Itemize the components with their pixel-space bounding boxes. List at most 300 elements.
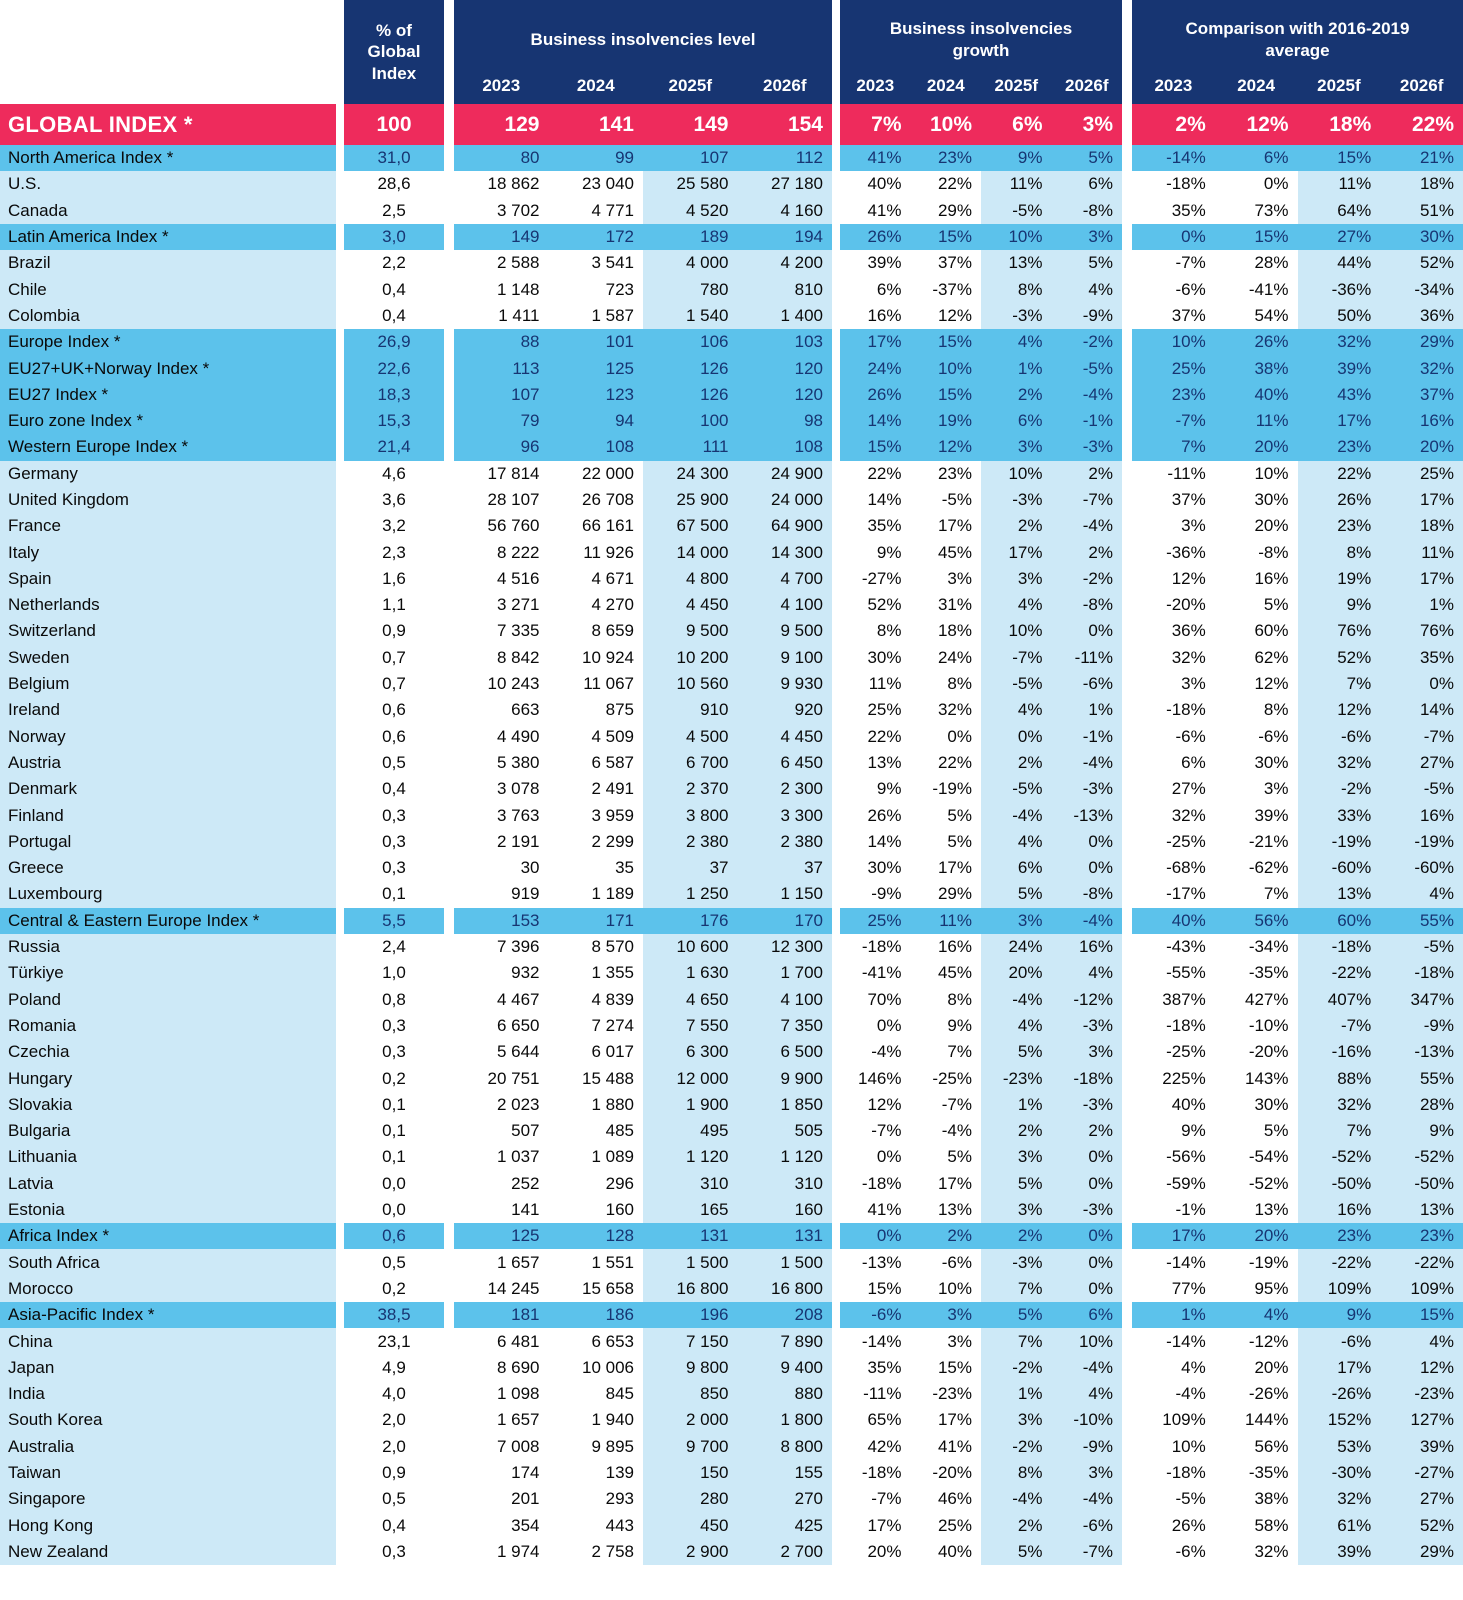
- cell-growth-2025f: 1%: [981, 1092, 1052, 1118]
- year-header: 2026f: [1065, 76, 1109, 95]
- cell-level-2026f: 24 900: [738, 461, 833, 487]
- column-gap: [444, 1407, 454, 1433]
- cell-comparison-2026f: 13%: [1380, 1197, 1463, 1223]
- cell-growth-2025f: 2%: [981, 1512, 1052, 1538]
- column-gap: [1122, 750, 1132, 776]
- table-row-brazil: [0, 250, 1463, 276]
- column-gap: [444, 618, 454, 644]
- cell-comparison-2023: -18%: [1132, 1460, 1215, 1486]
- cell-level-2025f: 150: [643, 1460, 738, 1486]
- table-row-morocco: [0, 1276, 1463, 1302]
- row-label: EU27 Index *: [0, 382, 336, 408]
- cell-level-2023: 4 490: [454, 724, 549, 750]
- column-gap: [832, 303, 840, 329]
- cell-level-2025f: 1 540: [643, 303, 738, 329]
- column-gap: [1122, 618, 1132, 644]
- column-gap: [336, 171, 344, 197]
- column-gap: [832, 1065, 840, 1091]
- column-gap: [444, 1223, 454, 1249]
- cell-level-2025f: 4 000: [643, 250, 738, 276]
- cell-level-2023: 149: [454, 224, 549, 250]
- cell-growth-2026f: 2%: [1052, 461, 1123, 487]
- column-gap: [336, 1434, 344, 1460]
- cell-level-2026f: 9 500: [738, 618, 833, 644]
- column-gap: [1122, 539, 1132, 565]
- column-gap: [1122, 224, 1132, 250]
- cell-comparison-2026f: 21%: [1380, 145, 1463, 171]
- column-gap: [444, 829, 454, 855]
- cell-level-2025f: 2 000: [643, 1407, 738, 1433]
- column-gap: [1122, 724, 1132, 750]
- column-gap: [336, 303, 344, 329]
- cell-growth-2026f: 2%: [1052, 539, 1123, 565]
- cell-pct-of-global-index: 0,7: [344, 645, 444, 671]
- cell-comparison-2025f: 15%: [1298, 145, 1381, 171]
- column-gap: [1122, 1013, 1132, 1039]
- column-gap: [1122, 802, 1132, 828]
- column-gap: [832, 539, 840, 565]
- column-header-pct-of-global-index: % of Global Index: [344, 0, 444, 104]
- row-label: Germany: [0, 461, 336, 487]
- column-gap: [1122, 461, 1132, 487]
- cell-level-2023: 10 243: [454, 671, 549, 697]
- cell-growth-2024: 5%: [911, 1144, 982, 1170]
- cell-level-2025f: 2 380: [643, 829, 738, 855]
- row-label: Spain: [0, 566, 336, 592]
- cell-pct-of-global-index: 22,6: [344, 355, 444, 381]
- column-gap: [1122, 1381, 1132, 1407]
- cell-level-2024: 485: [549, 1118, 644, 1144]
- column-gap: [444, 750, 454, 776]
- cell-level-2025f: 12 000: [643, 1065, 738, 1091]
- column-gap: [336, 1065, 344, 1091]
- cell-comparison-2023: -14%: [1132, 1328, 1215, 1354]
- column-gap: [336, 1302, 344, 1328]
- cell-growth-2025f: 1%: [981, 1381, 1052, 1407]
- cell-growth-2025f: 3%: [981, 566, 1052, 592]
- column-gap: [336, 960, 344, 986]
- cell-level-2024: 7 274: [549, 1013, 644, 1039]
- cell-level-2026f: 6 500: [738, 1039, 833, 1065]
- cell-growth-2024: 22%: [911, 171, 982, 197]
- cell-comparison-2026f: 29%: [1380, 329, 1463, 355]
- column-gap: [336, 513, 344, 539]
- cell-comparison-2023: -1%: [1132, 1197, 1215, 1223]
- column-gap: [336, 1407, 344, 1433]
- cell-comparison-2026f: -50%: [1380, 1171, 1463, 1197]
- column-gap: [336, 829, 344, 855]
- row-label: Canada: [0, 198, 336, 224]
- cell-growth-2024: 8%: [911, 671, 982, 697]
- cell-growth-2026f: 3%: [1052, 1039, 1123, 1065]
- cell-pct-of-global-index: 4,0: [344, 1381, 444, 1407]
- cell-level-2026f: 810: [738, 276, 833, 302]
- cell-comparison-2023: -68%: [1132, 855, 1215, 881]
- column-gap: [1122, 1434, 1132, 1460]
- cell-level-2023: 20 751: [454, 1065, 549, 1091]
- cell-level-2024: 4 270: [549, 592, 644, 618]
- cell-comparison-2023: 3%: [1132, 513, 1215, 539]
- table-row-estonia: [0, 1197, 1463, 1223]
- cell-growth-2026f: 0%: [1052, 829, 1123, 855]
- cell-pct-of-global-index: 0,7: [344, 671, 444, 697]
- cell-comparison-2023: 36%: [1132, 618, 1215, 644]
- cell-growth-2025f: -23%: [981, 1065, 1052, 1091]
- column-gap: [832, 960, 840, 986]
- cell-growth-2026f: -1%: [1052, 408, 1123, 434]
- cell-comparison-2023: 27%: [1132, 776, 1215, 802]
- cell-growth-2025f: -3%: [981, 487, 1052, 513]
- cell-comparison-2023: 2%: [1132, 104, 1215, 145]
- cell-level-2023: 663: [454, 697, 549, 723]
- cell-growth-2024: 40%: [911, 1539, 982, 1565]
- cell-comparison-2024: 4%: [1215, 1302, 1298, 1328]
- column-gap: [1122, 1276, 1132, 1302]
- cell-comparison-2026f: 109%: [1380, 1276, 1463, 1302]
- column-gap: [832, 104, 840, 145]
- cell-level-2026f: 505: [738, 1118, 833, 1144]
- column-gap: [1122, 198, 1132, 224]
- cell-comparison-2023: 387%: [1132, 987, 1215, 1013]
- cell-comparison-2024: 38%: [1215, 355, 1298, 381]
- cell-comparison-2023: 32%: [1132, 645, 1215, 671]
- cell-comparison-2024: -10%: [1215, 1013, 1298, 1039]
- cell-comparison-2025f: -7%: [1298, 1013, 1381, 1039]
- table-row-russia: [0, 934, 1463, 960]
- cell-growth-2023: -27%: [840, 566, 911, 592]
- cell-comparison-2024: -41%: [1215, 276, 1298, 302]
- cell-growth-2025f: 10%: [981, 224, 1052, 250]
- table-row-austria: [0, 750, 1463, 776]
- column-gap: [1122, 776, 1132, 802]
- column-gap: [444, 881, 454, 907]
- cell-comparison-2023: -14%: [1132, 1249, 1215, 1275]
- cell-growth-2025f: 10%: [981, 461, 1052, 487]
- cell-growth-2025f: -3%: [981, 303, 1052, 329]
- column-gap: [336, 934, 344, 960]
- column-gap: [444, 908, 454, 934]
- cell-level-2024: 26 708: [549, 487, 644, 513]
- cell-growth-2026f: 4%: [1052, 276, 1123, 302]
- column-gap: [444, 1434, 454, 1460]
- column-gap: [336, 355, 344, 381]
- cell-comparison-2025f: -50%: [1298, 1171, 1381, 1197]
- column-gap: [444, 1486, 454, 1512]
- cell-comparison-2025f: 32%: [1298, 1486, 1381, 1512]
- cell-growth-2023: 15%: [840, 1276, 911, 1302]
- cell-level-2024: 128: [549, 1223, 644, 1249]
- cell-growth-2026f: 5%: [1052, 250, 1123, 276]
- cell-growth-2025f: -4%: [981, 802, 1052, 828]
- cell-level-2025f: 14 000: [643, 539, 738, 565]
- cell-growth-2024: 32%: [911, 697, 982, 723]
- column-gap: [336, 1013, 344, 1039]
- cell-comparison-2026f: 35%: [1380, 645, 1463, 671]
- cell-comparison-2026f: 4%: [1380, 881, 1463, 907]
- table-row-italy: [0, 539, 1463, 565]
- cell-comparison-2025f: 18%: [1298, 104, 1381, 145]
- column-gap: [444, 461, 454, 487]
- cell-level-2026f: 154: [738, 104, 833, 145]
- cell-pct-of-global-index: 31,0: [344, 145, 444, 171]
- cell-comparison-2025f: -2%: [1298, 776, 1381, 802]
- cell-comparison-2023: 1%: [1132, 1302, 1215, 1328]
- year-header: 2024: [926, 76, 965, 95]
- cell-level-2025f: 126: [643, 382, 738, 408]
- column-gap: [444, 1460, 454, 1486]
- cell-level-2026f: 1 850: [738, 1092, 833, 1118]
- cell-growth-2023: -13%: [840, 1249, 911, 1275]
- column-gap: [444, 724, 454, 750]
- cell-level-2026f: 131: [738, 1223, 833, 1249]
- row-label: Italy: [0, 539, 336, 565]
- cell-comparison-2026f: 127%: [1380, 1407, 1463, 1433]
- table-row-luxembourg: [0, 881, 1463, 907]
- cell-level-2023: 28 107: [454, 487, 549, 513]
- row-label: Austria: [0, 750, 336, 776]
- column-gap: [1122, 250, 1132, 276]
- row-label: Greece: [0, 855, 336, 881]
- cell-comparison-2024: -52%: [1215, 1171, 1298, 1197]
- table-row-czechia: [0, 1039, 1463, 1065]
- cell-level-2023: 1 037: [454, 1144, 549, 1170]
- column-gap: [832, 1118, 840, 1144]
- cell-growth-2024: 10%: [911, 104, 982, 145]
- row-label: Taiwan: [0, 1460, 336, 1486]
- row-label: Netherlands: [0, 592, 336, 618]
- cell-comparison-2023: -14%: [1132, 145, 1215, 171]
- cell-level-2025f: 131: [643, 1223, 738, 1249]
- table-header: [0, 0, 1463, 104]
- cell-level-2024: 1 587: [549, 303, 644, 329]
- column-gap: [1122, 1355, 1132, 1381]
- cell-growth-2026f: -1%: [1052, 724, 1123, 750]
- cell-comparison-2024: 73%: [1215, 198, 1298, 224]
- cell-comparison-2025f: 22%: [1298, 461, 1381, 487]
- cell-growth-2025f: -4%: [981, 987, 1052, 1013]
- cell-growth-2025f: 10%: [981, 618, 1052, 644]
- column-gap: [1122, 408, 1132, 434]
- cell-level-2023: 3 271: [454, 592, 549, 618]
- column-gap: [444, 104, 454, 145]
- table-row-eu27-uk-norway-index: [0, 355, 1463, 381]
- cell-level-2024: 2 491: [549, 776, 644, 802]
- cell-level-2026f: 108: [738, 434, 833, 460]
- cell-comparison-2023: 40%: [1132, 1092, 1215, 1118]
- cell-comparison-2023: -6%: [1132, 276, 1215, 302]
- column-gap: [336, 724, 344, 750]
- cell-growth-2024: 15%: [911, 1355, 982, 1381]
- cell-growth-2023: 41%: [840, 1197, 911, 1223]
- cell-growth-2024: 2%: [911, 1223, 982, 1249]
- column-gap: [336, 224, 344, 250]
- column-gap: [1122, 104, 1132, 145]
- cell-growth-2025f: 3%: [981, 1144, 1052, 1170]
- column-gap: [444, 566, 454, 592]
- cell-level-2023: 17 814: [454, 461, 549, 487]
- column-gap: [1122, 1486, 1132, 1512]
- cell-level-2023: 1 657: [454, 1249, 549, 1275]
- row-label: Lithuania: [0, 1144, 336, 1170]
- cell-comparison-2024: 58%: [1215, 1512, 1298, 1538]
- row-label: Chile: [0, 276, 336, 302]
- cell-comparison-2025f: -26%: [1298, 1381, 1381, 1407]
- cell-level-2024: 94: [549, 408, 644, 434]
- cell-comparison-2024: 12%: [1215, 671, 1298, 697]
- cell-growth-2026f: -2%: [1052, 329, 1123, 355]
- cell-comparison-2026f: 12%: [1380, 1355, 1463, 1381]
- cell-level-2024: 171: [549, 908, 644, 934]
- cell-level-2023: 7 335: [454, 618, 549, 644]
- cell-growth-2023: 41%: [840, 145, 911, 171]
- cell-growth-2026f: 16%: [1052, 934, 1123, 960]
- cell-growth-2025f: 8%: [981, 1460, 1052, 1486]
- cell-pct-of-global-index: 28,6: [344, 171, 444, 197]
- cell-growth-2026f: 10%: [1052, 1328, 1123, 1354]
- row-label: Brazil: [0, 250, 336, 276]
- cell-comparison-2026f: 52%: [1380, 1512, 1463, 1538]
- cell-growth-2025f: 9%: [981, 145, 1052, 171]
- cell-level-2023: 30: [454, 855, 549, 881]
- column-gap: [832, 1249, 840, 1275]
- cell-pct-of-global-index: 3,0: [344, 224, 444, 250]
- column-gap: [1122, 934, 1132, 960]
- cell-pct-of-global-index: 3,2: [344, 513, 444, 539]
- cell-pct-of-global-index: 1,1: [344, 592, 444, 618]
- cell-growth-2024: 23%: [911, 145, 982, 171]
- cell-growth-2026f: -13%: [1052, 802, 1123, 828]
- column-gap: [444, 1539, 454, 1565]
- cell-growth-2023: 9%: [840, 776, 911, 802]
- cell-level-2026f: 920: [738, 697, 833, 723]
- cell-level-2024: 2 299: [549, 829, 644, 855]
- table-row-singapore: [0, 1486, 1463, 1512]
- cell-level-2025f: 107: [643, 145, 738, 171]
- column-gap: [444, 1171, 454, 1197]
- cell-pct-of-global-index: 0,3: [344, 1013, 444, 1039]
- cell-pct-of-global-index: 0,9: [344, 1460, 444, 1486]
- column-gap: [444, 987, 454, 1013]
- cell-comparison-2023: 10%: [1132, 1434, 1215, 1460]
- cell-growth-2023: 14%: [840, 408, 911, 434]
- column-gap: [1122, 145, 1132, 171]
- cell-pct-of-global-index: 0,3: [344, 855, 444, 881]
- cell-comparison-2024: 28%: [1215, 250, 1298, 276]
- row-label: Singapore: [0, 1486, 336, 1512]
- column-gap: [1122, 1460, 1132, 1486]
- row-label: Morocco: [0, 1276, 336, 1302]
- column-gap: [444, 250, 454, 276]
- cell-pct-of-global-index: 0,4: [344, 1512, 444, 1538]
- cell-comparison-2024: -26%: [1215, 1381, 1298, 1407]
- cell-comparison-2024: -34%: [1215, 934, 1298, 960]
- column-gap: [336, 461, 344, 487]
- cell-growth-2026f: -6%: [1052, 671, 1123, 697]
- cell-growth-2025f: -3%: [981, 1249, 1052, 1275]
- cell-level-2025f: 280: [643, 1486, 738, 1512]
- cell-comparison-2025f: 23%: [1298, 513, 1381, 539]
- column-gap: [444, 224, 454, 250]
- cell-level-2024: 22 000: [549, 461, 644, 487]
- cell-comparison-2024: 56%: [1215, 1434, 1298, 1460]
- cell-level-2026f: 1 700: [738, 960, 833, 986]
- cell-growth-2026f: 0%: [1052, 1223, 1123, 1249]
- cell-growth-2023: 30%: [840, 645, 911, 671]
- column-gap: [832, 776, 840, 802]
- cell-growth-2023: 70%: [840, 987, 911, 1013]
- cell-level-2024: 99: [549, 145, 644, 171]
- cell-level-2026f: 12 300: [738, 934, 833, 960]
- cell-level-2023: 7 396: [454, 934, 549, 960]
- cell-level-2026f: 3 300: [738, 802, 833, 828]
- row-label: Luxembourg: [0, 881, 336, 907]
- column-gap: [336, 198, 344, 224]
- cell-level-2024: 11 067: [549, 671, 644, 697]
- column-gap: [336, 1092, 344, 1118]
- cell-growth-2023: -6%: [840, 1302, 911, 1328]
- cell-comparison-2026f: 18%: [1380, 513, 1463, 539]
- group-title-level: Business insolvencies level: [530, 29, 756, 49]
- row-label: Czechia: [0, 1039, 336, 1065]
- cell-growth-2024: 29%: [911, 198, 982, 224]
- cell-comparison-2026f: 39%: [1380, 1434, 1463, 1460]
- cell-level-2024: 723: [549, 276, 644, 302]
- cell-growth-2024: 37%: [911, 250, 982, 276]
- cell-level-2023: 5 380: [454, 750, 549, 776]
- column-gap: [1122, 382, 1132, 408]
- cell-comparison-2026f: 347%: [1380, 987, 1463, 1013]
- column-gap: [832, 1223, 840, 1249]
- table-row-taiwan: [0, 1460, 1463, 1486]
- cell-growth-2023: 25%: [840, 908, 911, 934]
- row-label: Central & Eastern Europe Index *: [0, 908, 336, 934]
- cell-pct-of-global-index: 0,0: [344, 1197, 444, 1223]
- cell-pct-of-global-index: 3,6: [344, 487, 444, 513]
- cell-growth-2025f: -2%: [981, 1355, 1052, 1381]
- row-label: New Zealand: [0, 1539, 336, 1565]
- cell-comparison-2023: -43%: [1132, 934, 1215, 960]
- cell-level-2025f: 176: [643, 908, 738, 934]
- cell-comparison-2024: -8%: [1215, 539, 1298, 565]
- cell-level-2023: 3 078: [454, 776, 549, 802]
- cell-growth-2024: 3%: [911, 566, 982, 592]
- column-gap: [1122, 987, 1132, 1013]
- cell-level-2025f: 196: [643, 1302, 738, 1328]
- cell-comparison-2026f: -7%: [1380, 724, 1463, 750]
- cell-level-2026f: 1 500: [738, 1249, 833, 1275]
- cell-growth-2024: 18%: [911, 618, 982, 644]
- cell-comparison-2026f: -5%: [1380, 776, 1463, 802]
- cell-comparison-2025f: 60%: [1298, 908, 1381, 934]
- column-gap: [336, 671, 344, 697]
- cell-level-2026f: 1 400: [738, 303, 833, 329]
- cell-level-2025f: 16 800: [643, 1276, 738, 1302]
- cell-growth-2026f: 2%: [1052, 1118, 1123, 1144]
- cell-level-2024: 139: [549, 1460, 644, 1486]
- row-label: Belgium: [0, 671, 336, 697]
- cell-comparison-2023: -18%: [1132, 697, 1215, 723]
- cell-growth-2023: 7%: [840, 104, 911, 145]
- cell-level-2024: 141: [549, 104, 644, 145]
- cell-level-2026f: 4 450: [738, 724, 833, 750]
- column-gap: [832, 198, 840, 224]
- cell-comparison-2024: 39%: [1215, 802, 1298, 828]
- table-row-t-rkiye: [0, 960, 1463, 986]
- cell-level-2023: 4 467: [454, 987, 549, 1013]
- cell-growth-2023: 9%: [840, 539, 911, 565]
- cell-pct-of-global-index: 0,9: [344, 618, 444, 644]
- cell-level-2026f: 120: [738, 355, 833, 381]
